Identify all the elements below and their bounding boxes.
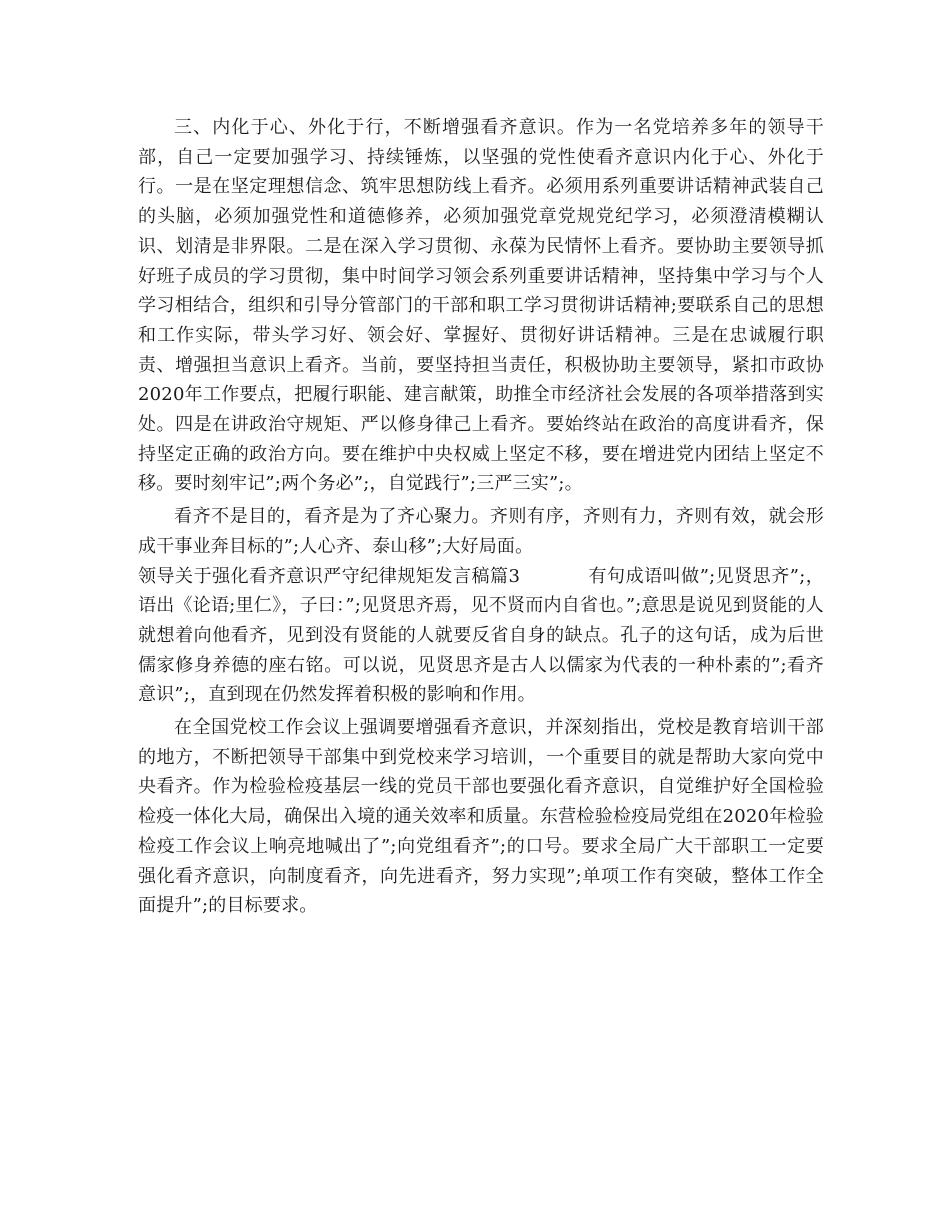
paragraph-last: 在全国党校工作会议上强调要增强看齐意识，并深刻指出，党校是教育培训干部的地方，不断把领导干部集中到党校来学习培训，一个重要目的就是帮助大家向党中央看齐。作为检验检疫基层一线的党员干部也要强化看齐意识，自觉维护好全国检验检疫一体化大局，确保出入境的通关效率和质量。东营检验检疫局党组在2020年检验检疫工作会议上响亮地喊出了”;向党组看齐”;的口号。要求全局广大干部职工一定要强化看齐意识，向制度看齐，向先进看齐，努力实现”;单项工作有突破，整体工作全面提升”;的目标要求。 <box>138 717 824 917</box>
section-heading: 领导关于强化看齐意识严守纪律规矩发言稿篇3 <box>138 565 521 587</box>
document-page <box>138 113 824 921</box>
paragraph-2: 看齐不是目的，看齐是为了齐心聚力。齐则有序，齐则有力，齐则有效，就会形成干事业奔目标的”;人心齐、泰山移”;大好局面。 <box>138 506 824 557</box>
section-heading-block <box>138 562 824 711</box>
section-first-text: 有句成语叫做”;见贤思齐”;，语出《论语;里仁》，子曰：”;见贤思齐焉，见不贤而内自省也。”;意思是说见到贤能的人就想着向他看齐，见到没有贤能的人就要反省自身的缺点。孔子的这句话，成为后世儒家修身养德的座右铭。可以说，见贤思齐是古人以儒家为代表的一种朴素的”;看齐意识”;，直到现在仍然发挥着积极的影响和作用。 <box>138 565 824 706</box>
paragraph-1: 三、内化于心、外化于行，不断增强看齐意识。作为一名党培养多年的领导干部，自己一定要加强学习、持续锤炼，以坚强的党性使看齐意识内化于心、外化于行。一是在坚定理想信念、筑牢思想防线上看齐。必须用系列重要讲话精神武装自己的头脑，必须加强党性和道德修养，必须加强党章党规党纪学习，必须澄清模糊认识、划清是非界限。二是在深入学习贯彻、永葆为民情怀上看齐。要协助主要领导抓好班子成员的学习贯彻，集中时间学习领会系列重要讲话精神，坚持集中学习与个人学习相结合，组织和引导分管部门的干部和职工学习贯彻讲话精神;要联系自己的思想和工作实际，带头学习好、领会好、掌握好、贯彻好讲话精神。三是在忠诚履行职责、增强担当意识上看齐。当前，要坚持担当责任，积极协助主要领导，紧扣市政协2020年工作要点，把履行职能、建言献策，助推全市经济社会发展的各项举措落到实处。四是在讲政治守规矩、严以修身律己上看齐。要始终站在政治的高度讲看齐，保持坚定正确的政治方向。要在维护中央权威上坚定不移，要在增进党内团结上坚定不移。要时刻牢记”;两个务必”;，自觉践行”;三严三实”;。 <box>138 117 824 495</box>
